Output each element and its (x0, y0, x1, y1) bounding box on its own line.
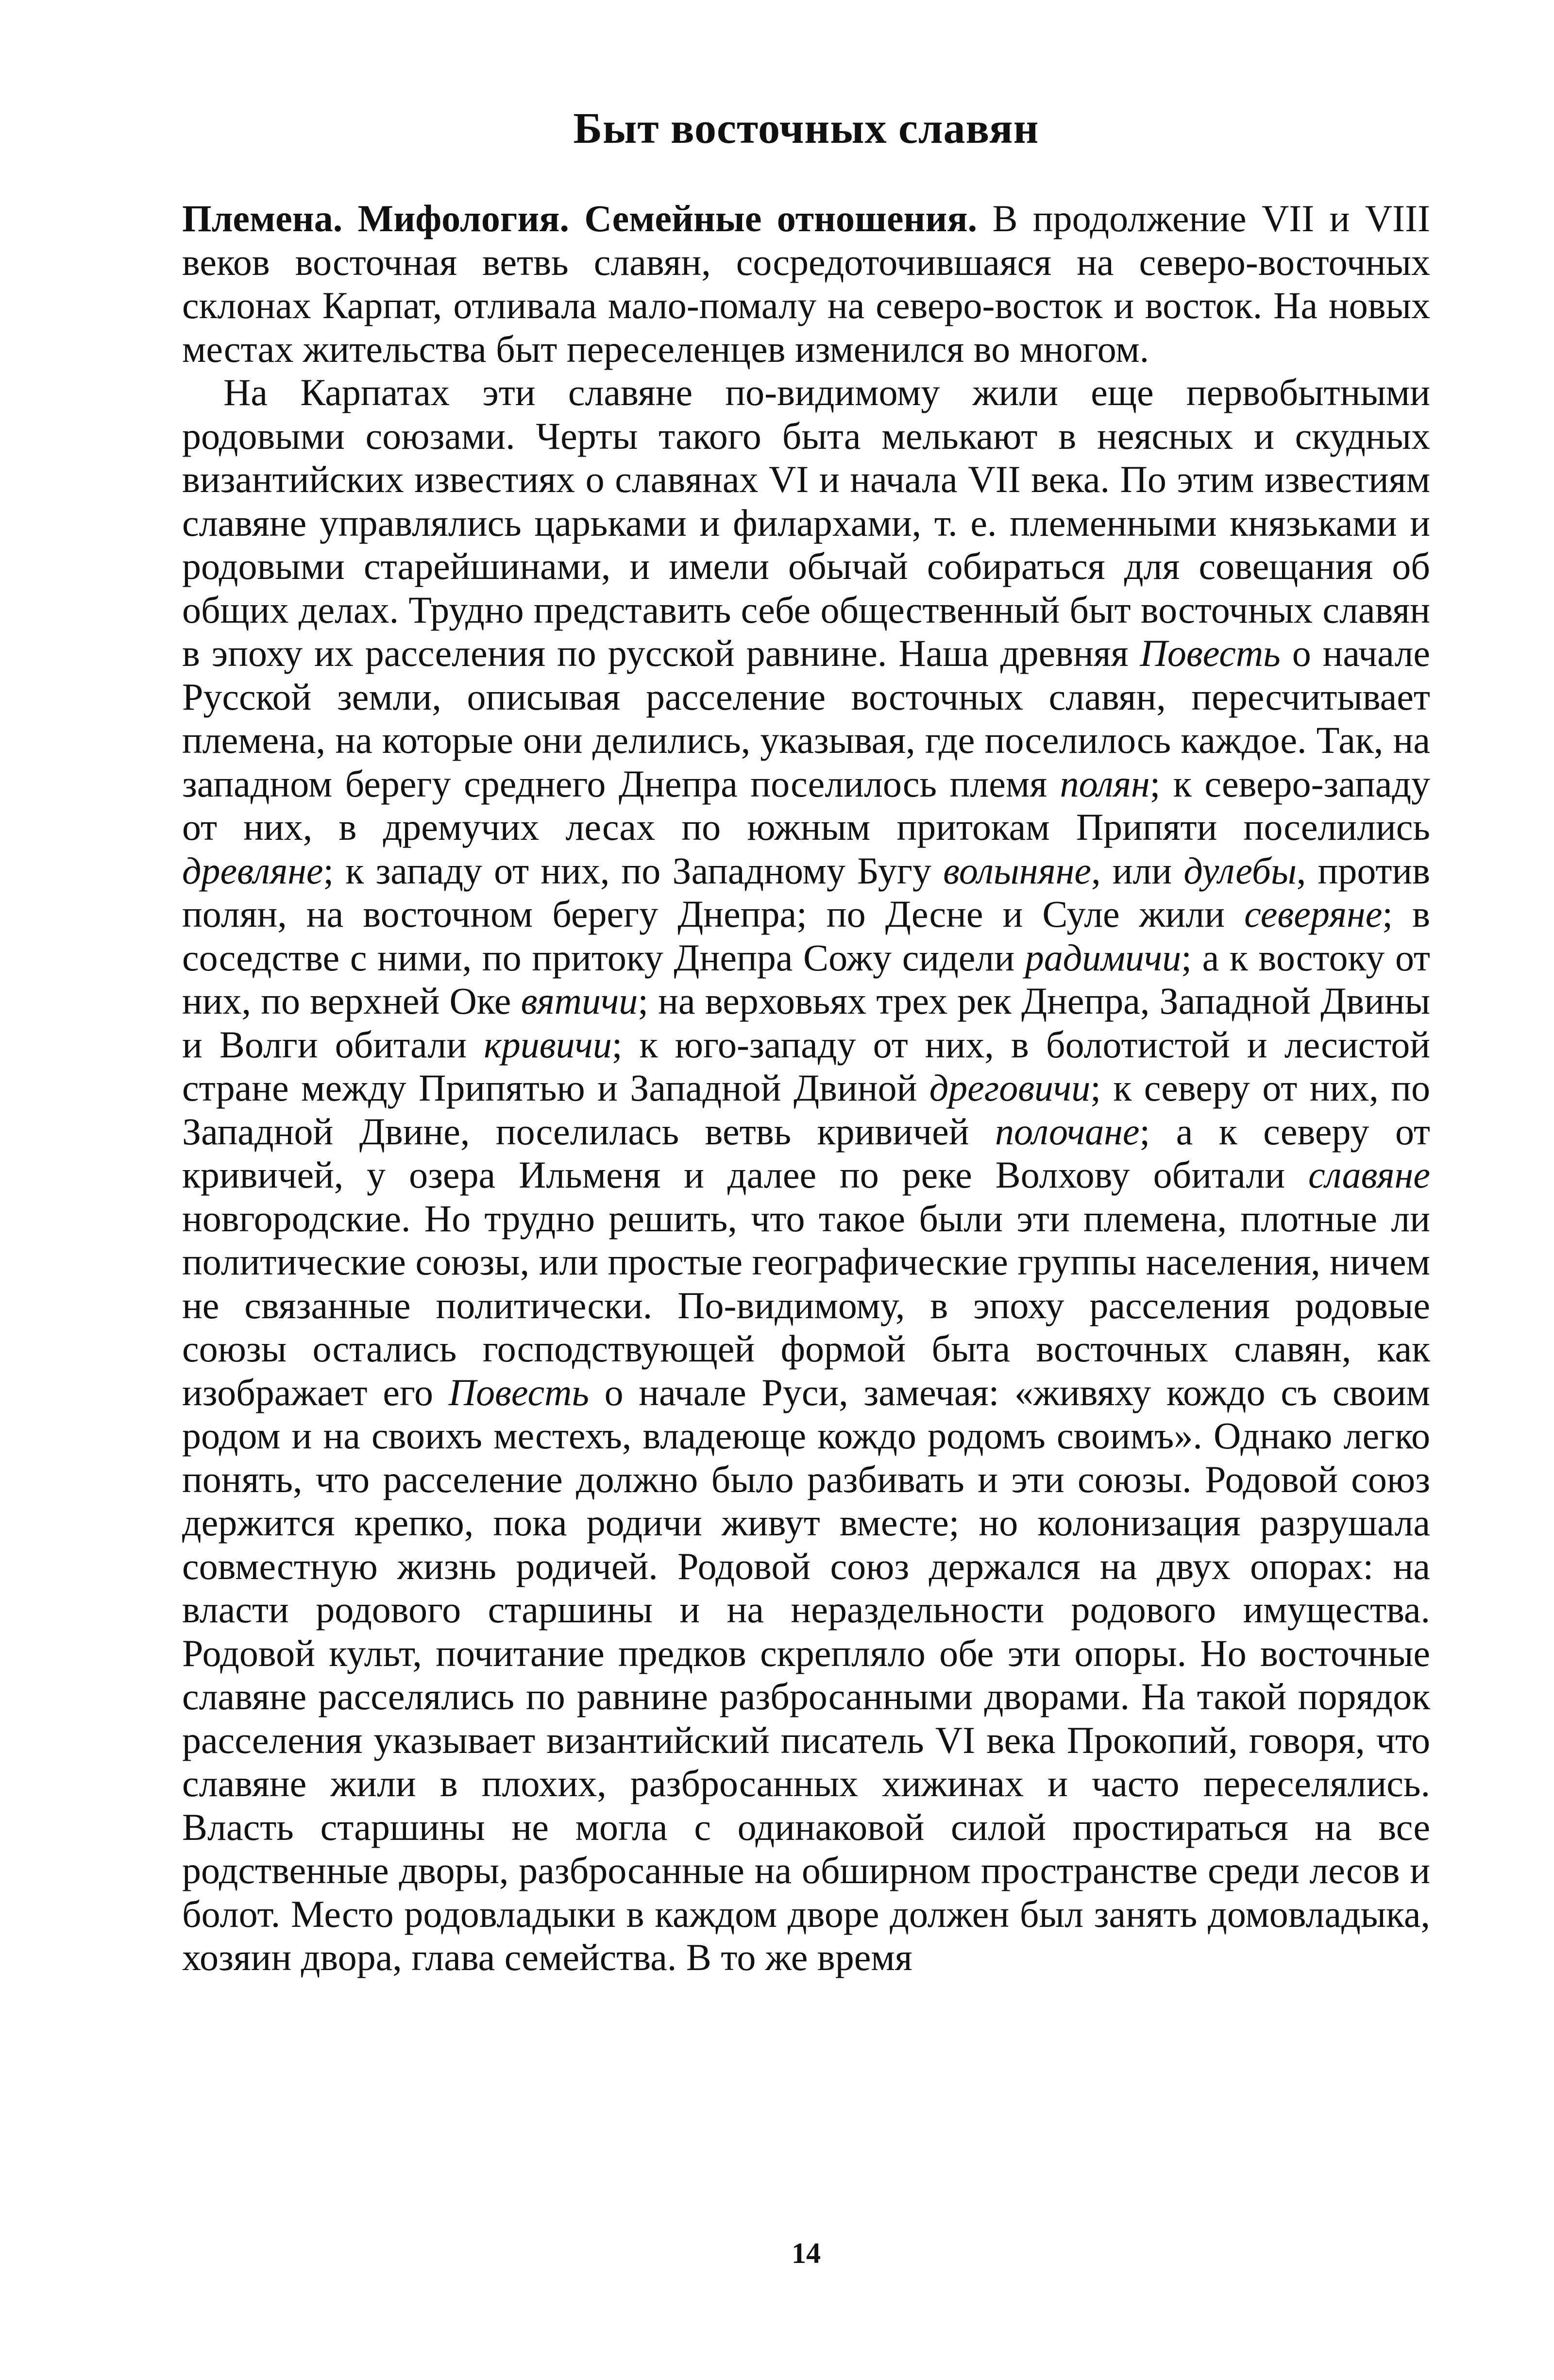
paragraph-lead: Племена. Мифология. Семейные отношения. (182, 197, 978, 239)
paragraph-2 (182, 371, 1430, 1979)
book-page (182, 95, 1430, 2310)
italic-term: славяне (1308, 1154, 1430, 1196)
text-segment: ; в соседстве с ними, по притоку Днепра Сожу сидели (182, 893, 1430, 979)
italic-term: полян (1060, 762, 1150, 805)
text-segment: ; на верховьях трех рек Днепра, Западной Двины и Волги обитали (182, 980, 1430, 1066)
italic-term: дреговичи (929, 1067, 1091, 1109)
text-segment: , против полян, на восточном берегу Днепра; по Десне и Суле жили (182, 849, 1430, 935)
page-title: Быт восточных славян (573, 104, 1039, 153)
text-segment: о начале Руси, замечая: «живяху кождо съ своим родом и на своихъ местехъ, владеюще кождо родомъ своимъ». Однако легко понять, что расселение должно было разбивать и эти союзы. Родовой союз держится крепко, пока родичи живут вместе; но колонизация разрушала совместную жизнь родичей. Родовой союз держался на двух опорах: на власти родового старшины и на нераздельности родового имущества. Родовой культ, почитание предков скрепляло обе эти опоры. Но восточные славяне расселялись по равнине разбросанными дворами. На такой порядок расселения указывает византийский писатель VI века Прокопий, говоря, что славяне жили в плохих, разбросанных хижинах и часто переселялись. Власть старшины не могла с одинаковой силой простираться на все родственные дворы, разбросанные на обширном пространстве среди лесов и болот. Место родовладыки в каждом дворе должен был занять домовладыка, хозяин двора, глава семейства. В то же время (182, 1371, 1430, 1978)
text-segment: ; к северу от них, по Западной Двине, поселилась ветвь кривичей (182, 1067, 1430, 1153)
text-segment: ; а к востоку от них, по верхней Оке (182, 936, 1431, 1022)
text-segment: новгородские. Но трудно решить, что такое были эти племена, плотные ли политические союзы, или простые географические группы населения, ничем не связанные политически. По-видимому, в эпоху расселения родовые союзы остались господствующей формой быта восточных славян, как изображает его (182, 1197, 1430, 1413)
page-number: 14 (792, 2237, 821, 2269)
body-text (182, 197, 1430, 1979)
italic-term: Повесть (448, 1371, 589, 1413)
text-segment: , или (1091, 849, 1184, 892)
italic-term: полочане (995, 1110, 1140, 1153)
text-segment: ; а к северу от кривичей, у озера Ильменя и далее по реке Волхову обитали (182, 1110, 1431, 1196)
text-segment: В продолжение VII и VIII веков восточная ветвь славян, сосредоточившаяся на северо-восточных склонах Карпат, отливала мало-помалу на северо-восток и восток. На новых местах жительства быт переселенцев изменился во многом. (182, 197, 1430, 370)
italic-term: северяне (1244, 893, 1383, 935)
italic-term: кривичи (484, 1023, 612, 1066)
italic-term: вятичи (521, 980, 638, 1022)
text-segment: ; к северо-западу от них, в дремучих лесах по южным притокам Припяти поселились (182, 762, 1430, 848)
paragraph-1 (182, 197, 1430, 371)
italic-term: Повесть (1140, 632, 1281, 674)
italic-term: древляне (182, 849, 323, 892)
text-segment: о начале Русской земли, описывая расселение восточных славян, пересчитывает племена, на которые они делились, указывая, где поселилось каждое. Так, на западном берегу среднего Днепра поселилось племя (182, 632, 1430, 805)
text-segment: На Карпатах эти славяне по-видимому жили еще первобытными родовыми союзами. Черты такого быта мелькают в неясных и скудных византийских известиях о славянах VI и начала VII века. По этим известиям славяне управлялись царьками и филархами, т. е. племенными князьками и родовыми старейшинами, и имели обычай собираться для совещания об общих делах. Трудно представить себе общественный быт восточных славян в эпоху их расселения по русской равнине. Наша древняя (182, 371, 1430, 674)
italic-term: волыняне (943, 849, 1092, 892)
italic-term: дулебы (1183, 849, 1297, 892)
text-segment: ; к юго-западу от них, в болотистой и лесистой стране между Припятью и Западной Двиной (182, 1023, 1431, 1109)
text-segment: ; к западу от них, по Западному Бугу (323, 849, 944, 892)
italic-term: радимичи (1025, 936, 1182, 979)
